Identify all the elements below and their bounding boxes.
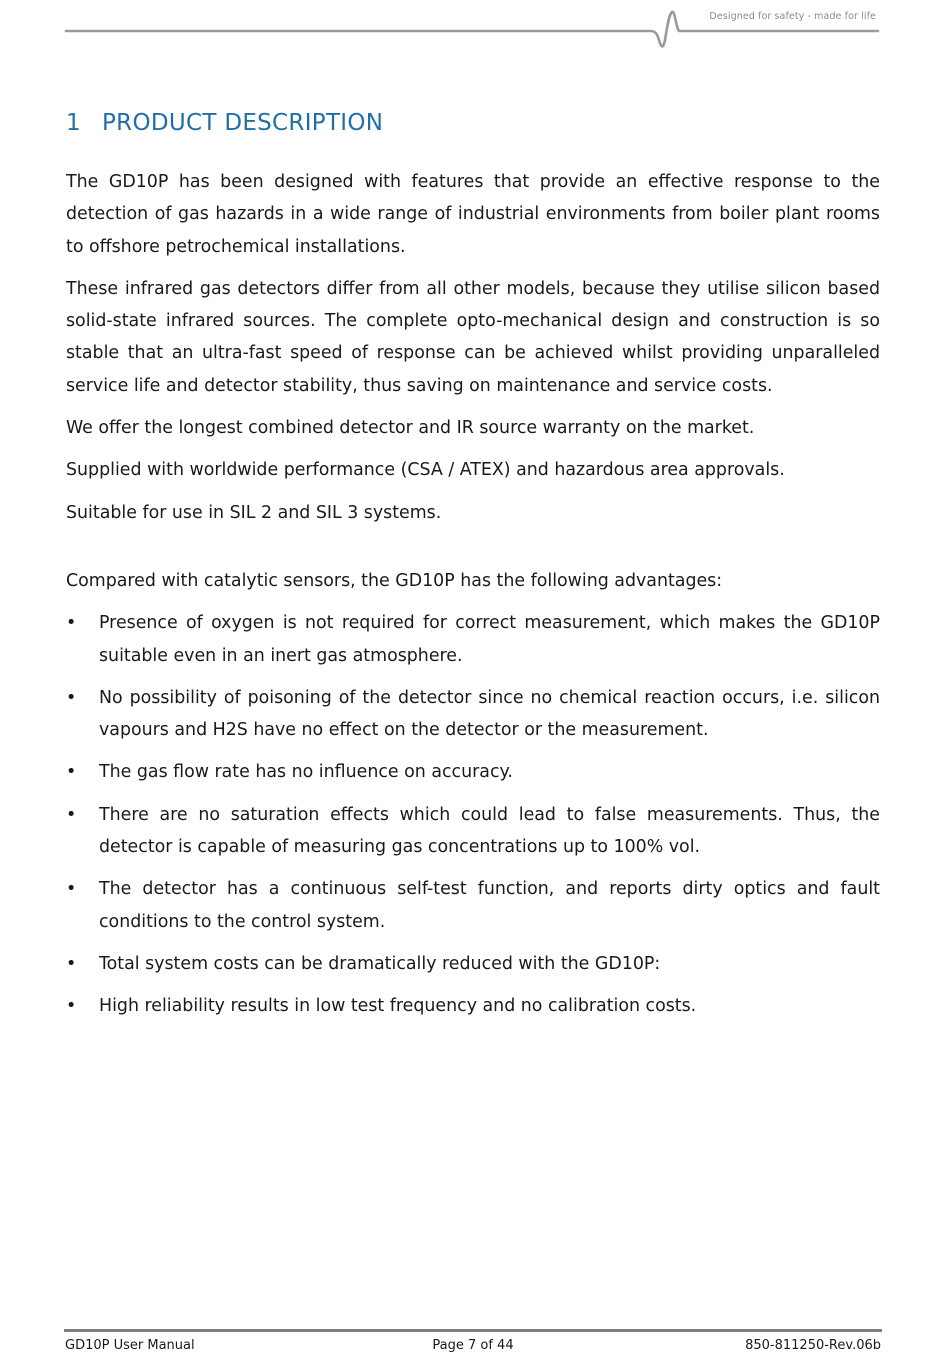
infrared-paragraph: These infrared gas detectors differ from all other models, because they utilise silicon based solid-state infrared sources. The complete opto-mechanical design and construction is so stable that an ultra-fast speed of response can be achieved whilst providing unparalleled service life and detector stability, thus saving on maintenance and service costs. (66, 278, 880, 396)
list-item (66, 948, 880, 980)
bullet-icon: • (66, 996, 77, 1017)
list-item (66, 990, 880, 1022)
intro-paragraph: The GD10P has been designed with features that provide an effective response to the detection of gas hazards in a wide range of industrial environments from boiler plant rooms to offshore petrochemical installations. (66, 172, 880, 257)
bullet-icon: • (66, 953, 77, 974)
footer-page-number: Page 7 of 44 (432, 1338, 514, 1353)
list-item (66, 873, 880, 938)
list-item (66, 756, 880, 788)
footer-document-code: 850-811250-Rev.06b (745, 1338, 881, 1353)
list-item-text: Total system costs can be dramatically reduced with the GD10P: (99, 953, 661, 974)
body-content (66, 166, 880, 1033)
bullet-icon: • (66, 687, 77, 708)
header-tagline: Designed for safety - made for life (709, 11, 876, 22)
header-pulse-line (0, 0, 950, 60)
list-item-text: There are no saturation effects which could lead to false measurements. Thus, the detector is capable of measuring gas concentrations up to 100% vol. (99, 804, 880, 858)
list-item-text: The detector has a continuous self-test function, and reports dirty optics and fault conditions to the control system. (99, 879, 880, 932)
list-item (66, 682, 880, 747)
advantages-intro: Compared with catalytic sensors, the GD10P has the following advantages: (66, 570, 723, 591)
list-item (66, 607, 880, 672)
list-item-text: High reliability results in low test frequency and no calibration costs. (99, 996, 697, 1017)
advantages-list (66, 607, 880, 1022)
bullet-icon: • (66, 613, 77, 634)
footer-divider (64, 1329, 882, 1332)
list-item-text: The gas flow rate has no influence on accuracy. (99, 762, 513, 783)
list-item-text: Presence of oxygen is not required for correct measurement, which makes the GD10P suitable even in an inert gas atmosphere. (99, 613, 880, 666)
list-item-text: No possibility of poisoning of the detector since no chemical reaction occurs, i.e. silicon vapours and H2S have no effect on the detector or the measurement. (99, 687, 880, 741)
bullet-icon: • (66, 804, 77, 825)
section-heading (66, 110, 383, 136)
approvals-paragraph: Supplied with worldwide performance (CSA / ATEX) and hazardous area approvals. (66, 460, 785, 481)
section-title: PRODUCT DESCRIPTION (102, 110, 384, 136)
bullet-icon: • (66, 762, 77, 783)
list-item (66, 799, 880, 864)
footer-document-title: GD10P User Manual (65, 1338, 195, 1353)
sil-paragraph: Suitable for use in SIL 2 and SIL 3 systems. (66, 502, 442, 523)
section-number: 1 (66, 110, 81, 136)
warranty-paragraph: We offer the longest combined detector and IR source warranty on the market. (66, 418, 755, 439)
bullet-icon: • (66, 879, 77, 900)
